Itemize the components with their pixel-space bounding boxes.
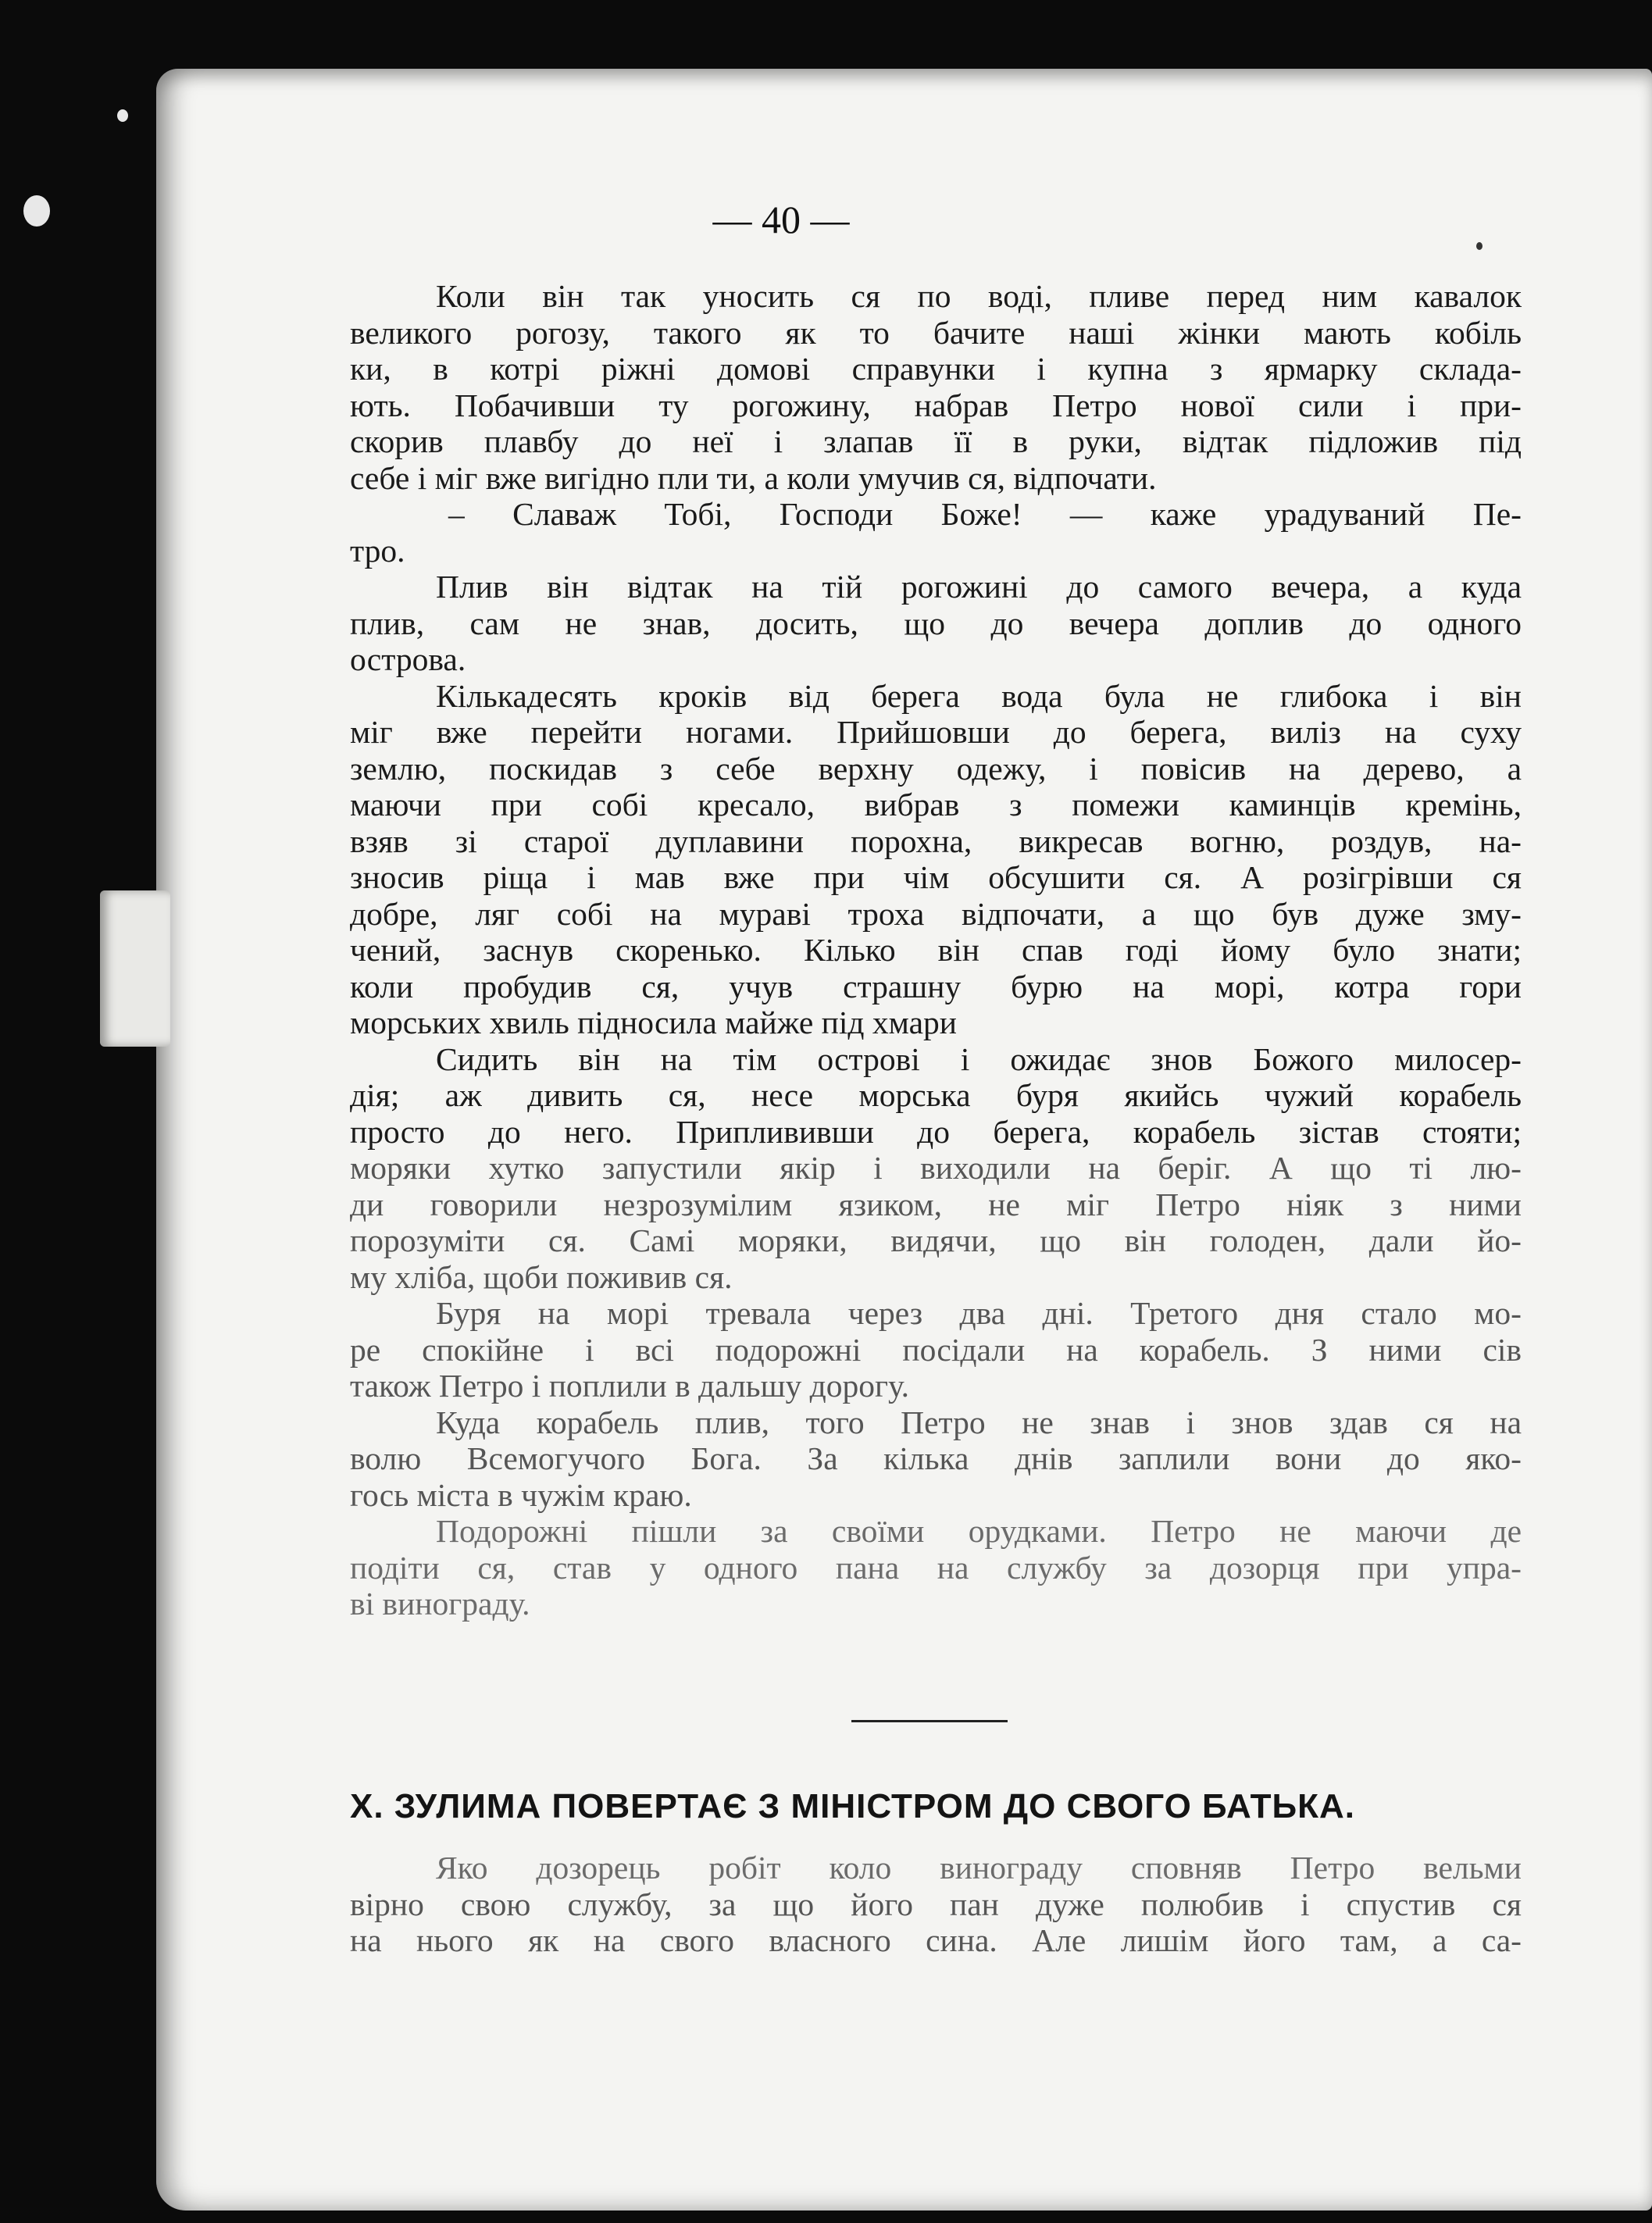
text-line: острова. — [350, 641, 466, 677]
text-line: себе і міг вже вигідно пли ти, а коли умучив ся, відпочати. — [350, 459, 1157, 496]
text-line: ди говорили незрозумілим язиком, не міг Петро ніяк з ними — [350, 1186, 1522, 1222]
text-line: волю Всемогучого Бога. За кілька днів заплили вони до яко- — [350, 1440, 1522, 1476]
text-line: подіти ся, став у одного пана на службу за дозорця при упра- — [350, 1549, 1522, 1586]
text-line: коли пробудив ся, учув страшну бурю на морі, котра гори — [350, 968, 1522, 1004]
text-line: землю, поскидав з себе верхну одежу, і повісив на дерево, а — [350, 750, 1522, 787]
text-line: Сидить він на тім острові і ожидає знов Божого милосер- — [436, 1040, 1522, 1077]
text-line: скорив плавбу до неї і злапав її в руки, відтак підложив під — [350, 423, 1522, 459]
text-line: му хліба, щоби поживив ся. — [350, 1258, 733, 1295]
text-line: взяв зі старої дуплавини порохна, викресав вогню, роздув, на- — [350, 822, 1522, 859]
text-line: ві винограду. — [350, 1586, 530, 1622]
text-line: морських хвиль підносила майже під хмари — [350, 1004, 958, 1040]
text-line: плив, сам не знав, досить, що до вечера доплив до одного — [350, 605, 1522, 641]
text-line: Куда корабель плив, того Петро не знав і знов здав ся на — [436, 1404, 1522, 1440]
text-line: гось міста в чужім краю. — [350, 1476, 692, 1513]
text-line: ють. Побачивши ту рогожину, набрав Петро нової сили і при- — [350, 387, 1522, 423]
section-heading: X. ЗУЛИМА ПОВЕРТАЄ З МІНІСТРОМ ДО СВОГО БАТЬКА. — [350, 1787, 1355, 1825]
text-line: просто до него. Приплививши до берега, корабель зістав стояти; — [350, 1113, 1522, 1150]
scan-speck — [23, 195, 50, 227]
page-edge — [100, 890, 170, 1047]
section-body-text — [350, 1850, 1522, 1959]
scan-speck — [117, 109, 128, 122]
text-line: Коли він так уносить ся по воді, пливе перед ним кавалок — [436, 278, 1522, 314]
text-line: міг вже перейти ногами. Прийшовши до берега, виліз на суху — [350, 714, 1522, 750]
text-line: зносив ріща і мав вже при чім обсушити ся. А розігрівши ся — [350, 859, 1522, 895]
text-line: Яко дозорець робіт коло винограду сповняв Петро вельми — [436, 1850, 1522, 1886]
text-line: маючи при собі кресало, вибрав з помежи каминців кремінь, — [350, 787, 1522, 822]
section-divider — [851, 1720, 1008, 1722]
text-line: порозуміти ся. Самі моряки, видячи, що він голоден, дали йо- — [350, 1222, 1522, 1258]
text-line: ки, в котрі ріжні домові справунки і купна з ярмарку склада- — [350, 351, 1522, 387]
text-line: вірно свою службу, за що його пан дуже полюбив і спустив ся — [350, 1886, 1522, 1922]
body-text — [350, 278, 1522, 1622]
text-line: на нього як на свого власного сина. Але лишім його там, а са- — [350, 1922, 1522, 1958]
text-line: ре спокійне і всі подорожні посідали на корабель. З ними сів — [350, 1331, 1522, 1368]
page-number: — 40 — — [712, 198, 850, 241]
text-line: Буря на морі тревала через два дні. Третого дня стало мо- — [436, 1295, 1522, 1331]
text-line: чений, заснув скоренько. Кілько він спав годі йому було знати; — [350, 932, 1522, 968]
text-line: – Славаж Тобі, Господи Боже! — каже урадуваний Пе- — [448, 496, 1522, 532]
text-line: добре, ляг собі на мураві троха відпочати, а що був дуже зму- — [350, 895, 1522, 932]
text-line: Кількадесять кроків від берега вода була не глибока і він — [436, 677, 1522, 714]
text-line: моряки хутко запустили якір і виходили на беріг. А що ті лю- — [350, 1150, 1522, 1186]
text-line: Плив він відтак на тій рогожині до самого вечера, а куда — [436, 569, 1522, 605]
text-line: також Петро і поплили в дальшу дорогу. — [350, 1368, 910, 1404]
text-line: дія; аж дивить ся, несе морська буря якийсь чужий корабель — [350, 1077, 1522, 1113]
text-line: Подорожні пішли за своїми орудками. Петро не маючи де — [436, 1513, 1522, 1549]
text-line: великого рогозу, такого як то бачите наші жінки мають кобіль — [350, 314, 1522, 351]
scan-speck — [1476, 242, 1483, 250]
text-line: тро. — [350, 532, 405, 569]
